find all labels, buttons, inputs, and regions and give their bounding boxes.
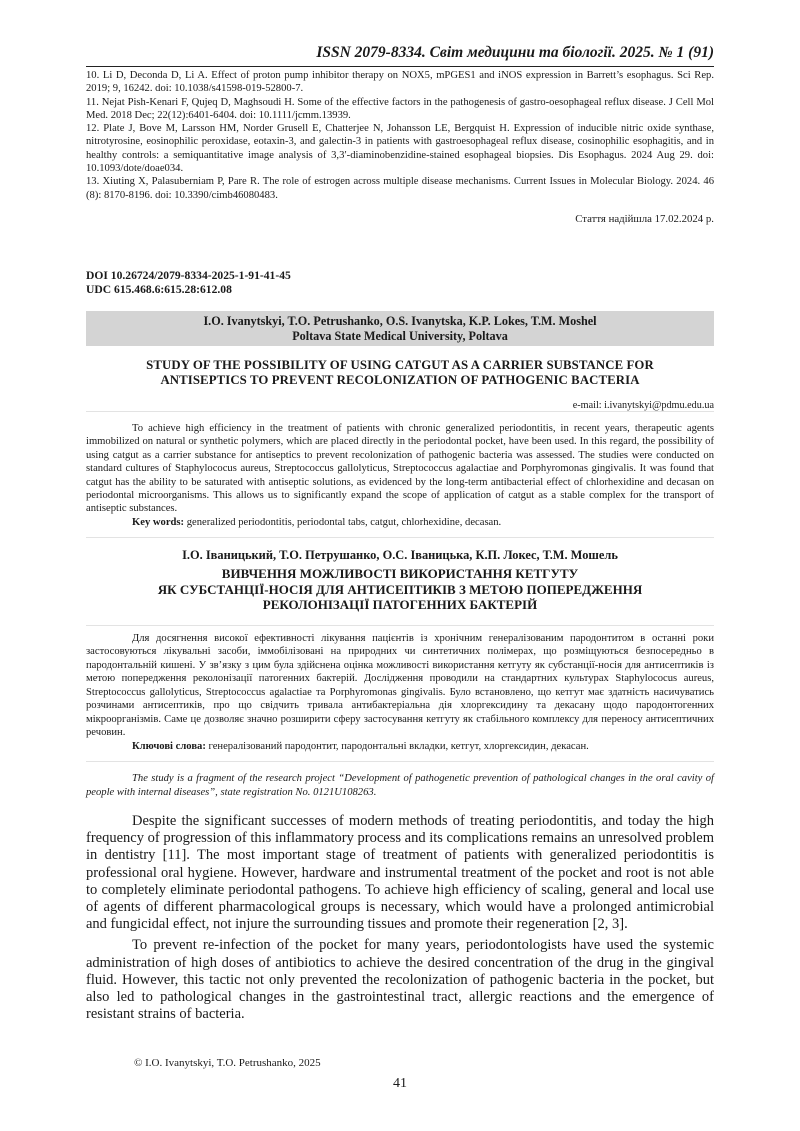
title-line: STUDY OF THE POSSIBILITY OF USING CATGUT AS A CARRIER SUBSTANCE FOR	[146, 357, 654, 372]
keywords-label: Ключові слова:	[132, 740, 206, 752]
funding-text: The study is a fragment of the research project “Development of pathogenetic prevention of pathological changes in the oral cavity of people with internal diseases”, state registration No. 0121U108263.	[86, 773, 714, 798]
reference-list	[86, 69, 714, 202]
authors-ua: І.О. Іваницький, Т.О. Петрушанко, О.С. Іваницька, К.П. Локес, Т.М. Мошель	[182, 548, 618, 563]
authors-en: I.O. Ivanytskyi, T.O. Petrushanko, O.S. Ivanytska, K.P. Lokes, T.M. Moshel	[203, 313, 597, 328]
keywords-label: Key words:	[132, 516, 185, 528]
divider	[86, 625, 714, 626]
reference-item: 13. Xiuting X, Palasuberniam P, Pare R. The role of estrogen across multiple disease mechanisms. Current Issues in Molecular Biology. 2024. 46 (8): 8170-8196. doi: 10.3390/cimb46080483.	[86, 176, 714, 201]
article-title-ua	[86, 566, 714, 613]
body-paragraph: To prevent re-infection of the pocket for many years, periodontologists have used the systemic administration of high doses of antibiotics to achieve the desired concentration of the drug in the gingival fluid. However, this tactic not only prevented the recolonization of pathogenic bacteria in the pocket, but also led to pathological changes in the gastrointestinal tract, allergic reactions and the emergence of resistant strains of bacteria.	[86, 937, 714, 1023]
journal-page	[86, 44, 714, 1027]
abstract-text: To achieve high efficiency in the treatment of patients with chronic generalized periodontitis, in recent years, therapeutic agents immobilized on natural or synthetic polymers, which are placed directly in the periodontal pocket, have been used. In this regard, the possibility of using catgut as a carrier substance for antiseptics to prevent recolonization of pathogenic bacteria was assessed. The studies were conducted on standard cultures of Staphylococus aureus, Streptococcus gallolyticus, Streptococcus agalactiae and Porphyromonas gingivalis. It was found that catgut has the ability to be saturated with antiseptic solutions, as evidenced by the long-term antibacterial effect of chlorhexidine and decasan on periodontal microorganisms. This allows us to significantly expand the scope of application of catgut as a stable complex for the transport of antiseptic substances.	[86, 422, 714, 515]
running-header: ISSN 2079-8334. Світ медицини та біології. 2025. № 1 (91)	[86, 44, 714, 67]
doi: DOI 10.26724/2079-8334-2025-1-91-41-45	[86, 268, 291, 282]
title-line: РЕКОЛОНІЗАЦІЇ ПАТОГЕННИХ БАКТЕРІЙ	[262, 597, 538, 613]
reference-item: 11. Nejat Pish-Kenari F, Qujeq D, Maghsoudi H. Some of the effective factors in the pathogenesis of gastro-oesophageal reflux disease. J Cell Mol Med. 2018 Dec; 22(12):6401-6404. doi: 10.1111/jcmm.13939.	[86, 96, 714, 121]
copyright: © I.O. Ivanytskyi, T.O. Petrushanko, 2025	[134, 1057, 321, 1069]
contact-email: e-mail: i.ivanytskyi@pdmu.edu.ua	[572, 399, 714, 411]
title-line: ANTISEPTICS TO PREVENT RECOLONIZATION OF PATHOGENIC BACTERIA	[160, 373, 640, 388]
authors-band	[86, 311, 714, 346]
funding-note	[86, 762, 714, 799]
affiliation: Poltava State Medical University, Poltava	[292, 328, 508, 343]
page-number: 41	[393, 1076, 407, 1091]
abstract-ua	[86, 613, 714, 740]
keywords-text: generalized periodontitis, periodontal tabs, catgut, chlorhexidine, decasan.	[184, 516, 502, 528]
reference-item: 10. Li D, Deconda D, Li A. Effect of proton pump inhibitor therapy on NOX5, mPGES1 and iNOS expression in Barrett’s esophagus. Sci Rep. 2019; 9, 16242. doi: 10.1038/s41598-019-52800-7.	[86, 70, 714, 95]
received-date: Стаття надійшла 17.02.2024 р.	[575, 212, 714, 225]
keywords-ua	[86, 740, 714, 753]
body-paragraph: Despite the significant successes of modern methods of treating periodontitis, and today the high frequency of progression of this inflammatory process and its complications remains an unresolved problem in dentistry [11]. The most important stage of treatment of patients with generalized periodontitis is professional oral hygiene. However, hardware and instrumental treatment of the pocket and root is not able to completely eliminate periodontal pathogens. To achieve high efficiency of scaling, general and local use of agents of different pharmacological groups is necessary, which would have a prolonged antimicrobial and fungicidal effect, not injure the surrounding tissues and promote their regeneration [2, 3].	[86, 812, 714, 933]
article-body	[86, 813, 714, 1023]
article-identifiers	[86, 269, 714, 297]
title-line: ВИВЧЕННЯ МОЖЛИВОСТІ ВИКОРИСТАННЯ КЕТГУТУ	[221, 566, 579, 582]
abstract-en	[86, 412, 714, 516]
reference-item: 12. Plate J, Bove M, Larsson HM, Norder Grusell E, Chatterjee N, Johansson LE, Bergquist H. Expression of inducible nitric oxide synthase, nitrotyrosine, eosinophilic peroxidase, eotaxin-3, and galectin-3 in patients with gastroesophageal reflux disease, cosinophilic esophagitis, and in healthy controls: a semiquantitative image analysis of 3,3′-diaminobenzidine-stained esophageal biopsies. Dis Esophagus. 2024 Aug 29. doi: 10.1093/dote/doae034.	[86, 123, 714, 175]
keywords-en	[86, 516, 714, 529]
keywords-text: генералізований пародонтит, пародонтальні вкладки, кетгут, хлоргексидин, декасан.	[205, 740, 589, 752]
abstract-text: Для досягнення високої ефективності лікування пацієнтів із хронічним генералізованим пародонтитом в останні роки застосовуються лікувальні засоби, іммобілізовані на природних чи синтетичних полімерах, що розміщуються безпосередньо в пародонтальній кишені. У зв’язку з цим була здійснена оцінка можливості використання кетгуту як субстанції-носія для антисептиків із метою попередження реколонізації патогенних бактерій. Дослідження проводили на стандартних культурах Staphylococus aureus, Streptococcus gallolyticus, Streptococcus agalactiae та Porphyromonas gingivalis. Було встановлено, що кетгут має здатність насичуватись розчинами антисептиків, про що свідчить тривала антибактеріальна дія хлоргексидину та декасану щодо пародонтогенних мікроорганізмів. Саме це дозволяє значно розширити сферу застосування кетгуту як стабільного комплексу для переносу антисептичних речовин.	[86, 632, 714, 739]
divider	[86, 537, 714, 538]
article-title-en	[86, 358, 714, 389]
title-line: ЯК СУБСТАНЦІЇ-НОСІЯ ДЛЯ АНТИСЕПТИКІВ З МЕТОЮ ПОПЕРЕДЖЕННЯ	[157, 581, 643, 597]
udc: UDC 615.468.6:615.28:612.08	[86, 282, 232, 296]
